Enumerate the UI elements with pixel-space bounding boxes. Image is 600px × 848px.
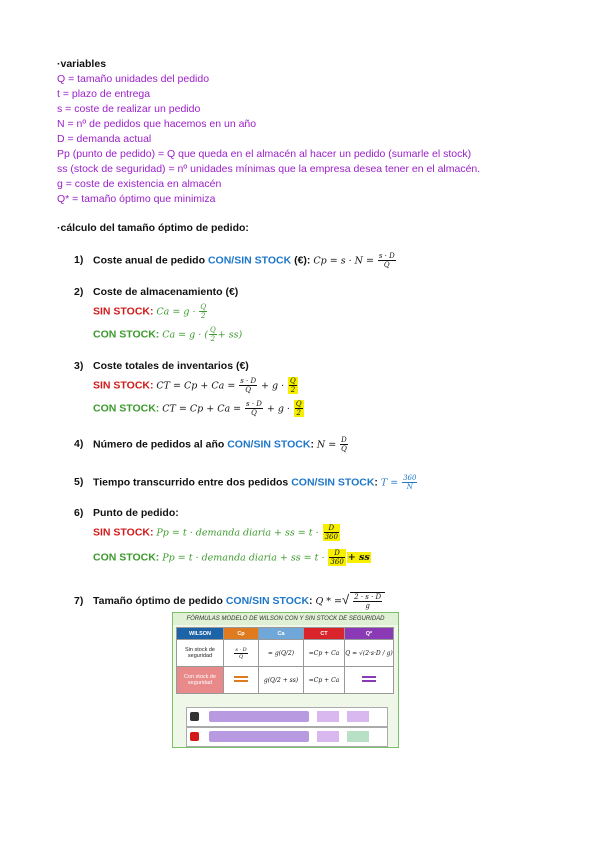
formula-t: T = xyxy=(380,477,399,489)
cell-ca: g(Q/2 + ss) xyxy=(259,667,304,694)
item-3-con: CON STOCK: CT = Cp + Ca = $\frac{s \cdot D}{Q}$ + g · $\frac{Q}{2}$ xyxy=(93,400,302,417)
cell-ct: =Cp + Ca xyxy=(304,640,345,667)
lock-open-icon xyxy=(190,712,199,721)
fraction: $\frac{Q}{2}$ xyxy=(200,303,207,320)
item-6 xyxy=(74,507,179,519)
variable-line: N = nº de pedidos que hacemos en un año xyxy=(57,118,257,130)
fraction: $\frac{s \cdot D}{Q}$ xyxy=(378,252,395,269)
variable-line: ss (stock de seguridad) = nº unidades mínimas que la empresa desea tener en el almacén. xyxy=(57,163,481,175)
header-cp: Cp xyxy=(224,628,259,640)
row-label-sin xyxy=(177,640,224,667)
variable-line: Q* = tamaño óptimo que minimiza xyxy=(57,193,216,205)
header-ct: CT xyxy=(304,628,345,640)
variable-line: t = plazo de entrega xyxy=(57,88,151,100)
formula-ct: CT = Cp + Ca = xyxy=(162,403,242,415)
stock-tag: CON/SIN STOCK xyxy=(225,595,310,607)
header-wilson: WILSON xyxy=(177,628,224,640)
table-row xyxy=(177,640,394,667)
fraction: $\frac{360}{N}$ xyxy=(403,474,417,491)
fraction: $\frac{s \cdot D}{Q}$ xyxy=(240,377,257,394)
cell-q: Q = √(2·s·D / g) xyxy=(345,640,394,667)
highlighted-fraction: $\frac{D}{360}$ xyxy=(330,549,344,566)
item-6-sin xyxy=(93,524,341,541)
item-text: Número de pedidos al año xyxy=(93,438,228,451)
row-label: Con stock de seguridad xyxy=(183,674,217,686)
item-4 xyxy=(74,436,349,453)
table-title: FÓRMULAS MODELO DE WILSON CON Y SIN STOCK DE SEGURIDAD xyxy=(173,613,398,625)
highlighted-fraction: $\frac{Q}{2}$ xyxy=(295,400,302,417)
item-number: 3) xyxy=(74,360,84,372)
item-2-sin xyxy=(93,303,208,320)
variable-line: Q = tamaño unidades del pedido xyxy=(57,73,210,85)
item-1 xyxy=(74,252,397,269)
stock-tag: CON/SIN STOCK xyxy=(291,476,375,489)
item-text: Punto de pedido: xyxy=(93,507,179,519)
wilson-formula-table xyxy=(172,612,399,748)
row-label: Sin stock de seguridad xyxy=(185,647,215,659)
table-header-row xyxy=(177,628,394,640)
wilson-table xyxy=(176,627,394,694)
formula-pp-sin: Pp = t · demanda diaria + ss = t · xyxy=(156,527,319,539)
sin-stock-label: SIN STOCK: xyxy=(93,526,157,539)
item-6-con xyxy=(93,549,371,566)
item-2-con xyxy=(93,326,242,343)
formula-cp: Cp = s · N = xyxy=(313,255,374,267)
item-number: 7) xyxy=(74,595,84,607)
variables-list xyxy=(57,72,480,207)
item-unit: (€): xyxy=(291,254,314,267)
sin-stock-label: SIN STOCK: xyxy=(93,305,157,318)
item-number: 1) xyxy=(74,254,84,267)
header-ca: Ca xyxy=(259,628,304,640)
item-3-sin: SIN STOCK: CT = Cp + Ca = $\frac{s \cdot D}{Q}$ + g · $\frac{Q}{2}$ xyxy=(93,377,296,394)
cell-ca: = g(Q/2) xyxy=(259,640,304,667)
sqrt-expression: $\frac{2 \cdot s \cdot D}{g}$ xyxy=(350,592,385,610)
stock-tag: CON/SIN STOCK xyxy=(207,254,292,267)
item-2 xyxy=(74,286,238,298)
highlighted-ss: + ss xyxy=(347,552,370,564)
item-number: 2) xyxy=(74,286,84,298)
con-stock-label: CON STOCK: xyxy=(93,551,163,564)
item-number: 6) xyxy=(74,507,84,519)
item-text: Coste de almacenamiento (€) xyxy=(93,286,239,298)
con-stock-label: CON STOCK: xyxy=(93,402,163,415)
stock-tag: CON/SIN STOCK xyxy=(227,438,311,451)
cell-q-equal xyxy=(345,667,394,694)
formula-ca-con: Ca = g · ( xyxy=(162,329,209,341)
item-number: 5) xyxy=(74,476,84,489)
cell-ct: =Cp + Ca xyxy=(304,667,345,694)
item-text: Coste totales de inventarios (€) xyxy=(93,360,249,372)
fraction: $\frac{s \cdot D}{Q}$ xyxy=(246,400,262,417)
con-stock-label: CON STOCK: xyxy=(93,328,163,341)
variable-line: D = demanda actual xyxy=(57,133,152,145)
cell-cp-equal xyxy=(224,667,259,694)
item-unit: : xyxy=(309,595,316,607)
formula-q: Q * = xyxy=(315,596,343,607)
variable-line: Pp (punto de pedido) = Q que queda en el almacén al hacer un pedido (sumarle el stock) xyxy=(57,148,472,160)
item-3 xyxy=(74,360,249,372)
formula-ca-sin: Ca = g · xyxy=(156,306,196,318)
variable-line: g = coste de existencia en almacén xyxy=(57,178,222,190)
cell-cp: $\frac{s \cdot D}{Q}$ xyxy=(224,640,259,667)
item-text: Tiempo transcurrido entre dos pedidos xyxy=(93,476,292,489)
row-label-con xyxy=(177,667,224,694)
header-q: Q* xyxy=(345,628,394,640)
item-number: 4) xyxy=(74,438,84,451)
lower-box-con xyxy=(186,727,388,747)
item-7: 7) Tamaño óptimo de pedido CON/SIN STOCK: Q * =√ $\frac{2 \cdot s \cdot D}{g}$ xyxy=(74,592,385,610)
sin-stock-label: SIN STOCK: xyxy=(93,379,157,392)
item-unit: : xyxy=(310,438,317,451)
formula-pp-con: Pp = t · demanda diaria + ss = t · xyxy=(162,552,325,564)
lower-box-sin xyxy=(186,707,388,727)
highlighted-fraction: $\frac{D}{360}$ xyxy=(324,524,338,541)
item-text: Coste anual de pedido xyxy=(93,254,208,267)
lock-closed-icon xyxy=(190,732,199,741)
variables-heading: ·variables xyxy=(57,58,107,70)
formula-ct: CT = Cp + Ca = xyxy=(156,380,236,392)
table-row xyxy=(177,667,394,694)
highlighted-fraction: $\frac{Q}{2}$ xyxy=(290,377,296,394)
formula-ca-con-end: + ss) xyxy=(217,329,243,341)
item-unit: : xyxy=(374,476,381,489)
fraction: $\frac{D}{Q}$ xyxy=(341,436,347,453)
item-5 xyxy=(74,474,418,491)
item-text: Tamaño óptimo de pedido xyxy=(93,595,226,607)
formula-n: N = xyxy=(316,439,337,451)
calculo-heading: ·cálculo del tamaño óptimo de pedido: xyxy=(57,222,249,234)
variable-line: s = coste de realizar un pedido xyxy=(57,103,201,115)
fraction: $\frac{Q}{2}$ xyxy=(210,326,216,343)
